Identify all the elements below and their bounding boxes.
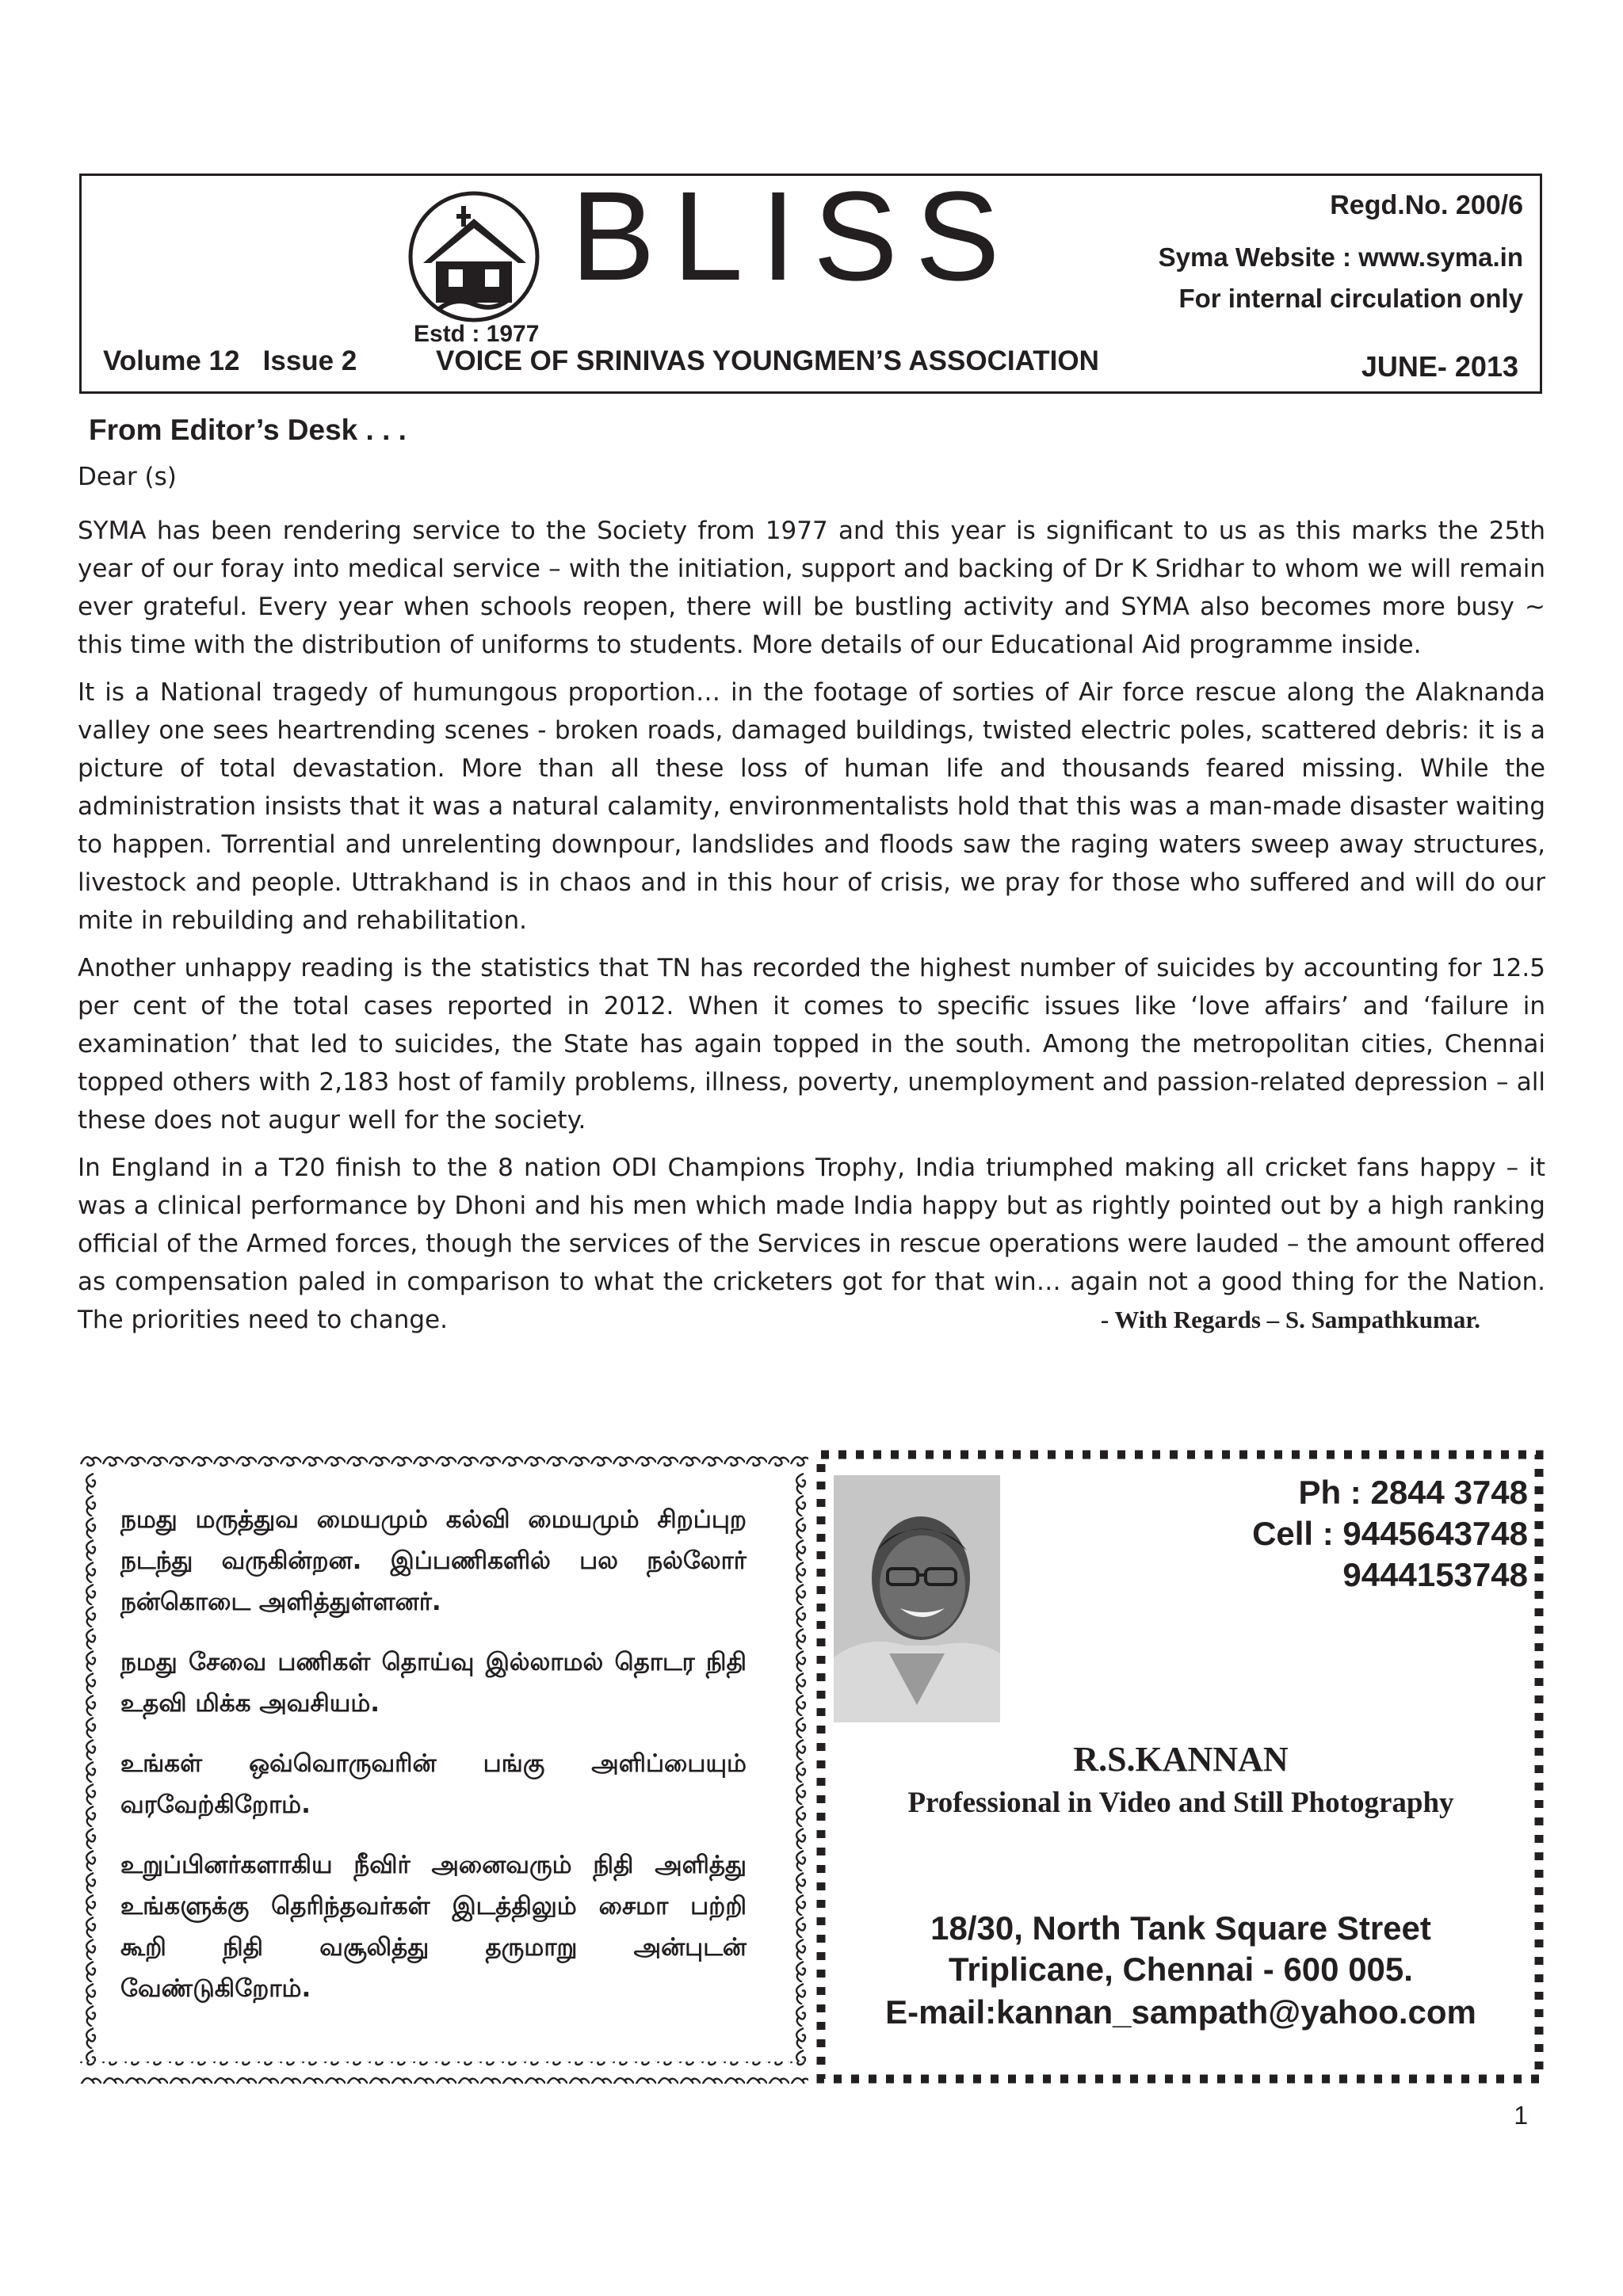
tamil-appeal-text bbox=[120, 1499, 747, 2028]
newsletter-title: BLISS bbox=[571, 165, 1018, 307]
editorial-paragraph: Another unhappy reading is the statistics that TN has recorded the highest number of suicides by accounting for 12.5 per cent of the total cases reported in 2012. When it comes to specific issues like ‘love affairs’ and ‘failure in examination’ that led to suicides, the State has again topped in the south. Among the metropolitan cities, Chennai topped others with 2,183 host of family problems, illness, poverty, unemployment and passion-related depression – all these does not augur well for the society. bbox=[78, 954, 1545, 1135]
editorial-paragraph: It is a National tragedy of humungous proportion… in the footage of sorties of Air force rescue along the Alaknanda valley one sees heartrending scenes - broken roads, damaged buildings, twisted electric poles, scattered debris: it is a picture of total devastation. More than all these loss of human life and thousands feared missing. While the administration insists that it was a natural calamity, environmentalists hold that this was a man-made disaster waiting to happen. Torrential and unrelenting downpour, landslides and floods saw the raging waters sweep away structures, livestock and people. Uttrakhand is in chaos and in this hour of crisis, we pray for those who suffered and will do our mite in rebuilding and rehabilitation. bbox=[78, 678, 1545, 935]
editorial-paragraph: SYMA has been rendering service to the Society from 1977 and this year is significant to us as this marks the 25th year of our foray into medical service – with the initiation, support and backing of Dr K Sridhar to whom we will remain ever grateful. Every year when schools reopen, there will be bustling activity and SYMA also becomes more busy ~ this time with the distribution of uniforms to students. More details of our Educational Aid programme inside. bbox=[78, 517, 1545, 659]
cell-number: Cell : 9445643748 bbox=[1252, 1515, 1528, 1552]
appeal-paragraph: நமது சேவை பணிகள் தொய்வு இல்லாமல் தொடர நிதி உதவி மிக்க அவசியம். bbox=[120, 1648, 747, 1718]
appeal-paragraph: உறுப்பினர்களாகிய நீவிர் அனைவரும் நிதி அளித்து உங்களுக்கு தெரிந்தவர்கள் இடத்திலும் சைமா பற்றி கூறி நிதி வசூலித்து தருமாறு அன்புடன் வேண்டுகிறோம். bbox=[120, 1851, 747, 2003]
phone-number: Ph : 2844 3748 bbox=[1298, 1474, 1528, 1511]
photographer-portrait bbox=[834, 1475, 1000, 1722]
advertiser-tagline: Professional in Video and Still Photography bbox=[907, 1787, 1454, 1819]
appeal-paragraph: நமது மருத்துவ மையமும் கல்வி மையமும் சிறப்புற நடந்து வருகின்றன. இப்பணிகளில் பல நல்லோர் நன்கொடை அளித்துள்ளனர். bbox=[120, 1505, 747, 1616]
editorial-paragraph-text: In England in a T20 finish to the 8 nation ODI Champions Trophy, India triumphed making all cricket fans happy – it was a clinical performance by Dhoni and his men which made India happy but as rightly pointed out by a high ranking official of the Armed forces, though the services of the Services in rescue operations were lauded – the amount offered as compensation paled in comparison to what the cricketers got for that win… again not a good thing for the Nation. The priorities need to change. bbox=[78, 1154, 1545, 1334]
editor-signoff: - With Regards – S. Sampathkumar. bbox=[1100, 1306, 1480, 1333]
address-line-1: 18/30, North Tank Square Street bbox=[930, 1909, 1431, 1947]
page-number: 1 bbox=[1514, 2101, 1528, 2130]
editorial-article bbox=[78, 458, 1545, 1348]
issue-date: JUNE- 2013 bbox=[1361, 350, 1518, 383]
salutation: Dear (s) bbox=[78, 463, 177, 491]
website-link[interactable]: Syma Website : www.syma.in bbox=[1158, 242, 1523, 272]
appeal-paragraph: உங்கள் ஒவ்வொருவரின் பங்கு அளிப்பையும் வரவேற்கிறோம். bbox=[120, 1749, 747, 1819]
registration-number: Regd.No. 200/6 bbox=[1330, 190, 1523, 220]
circulation-note: For internal circulation only bbox=[1178, 284, 1523, 313]
cell-number-alt: 9444153748 bbox=[1342, 1556, 1528, 1593]
email-address[interactable]: E-mail:kannan_sampath@yahoo.com bbox=[885, 1993, 1476, 2031]
editorial-paragraph bbox=[78, 1149, 1545, 1339]
association-tagline: VOICE OF SRINIVAS YOUNGMEN’S ASSOCIATION bbox=[436, 345, 1099, 376]
advertiser-name: R.S.KANNAN bbox=[1073, 1740, 1289, 1779]
syma-logo bbox=[407, 190, 540, 323]
volume-issue: Volume 12 Issue 2 bbox=[103, 345, 357, 376]
address-line-2: Triplicane, Chennai - 600 005. bbox=[949, 1951, 1413, 1988]
editor-desk-heading: From Editor’s Desk . . . bbox=[89, 414, 407, 446]
established-year: Estd : 1977 bbox=[414, 321, 540, 347]
